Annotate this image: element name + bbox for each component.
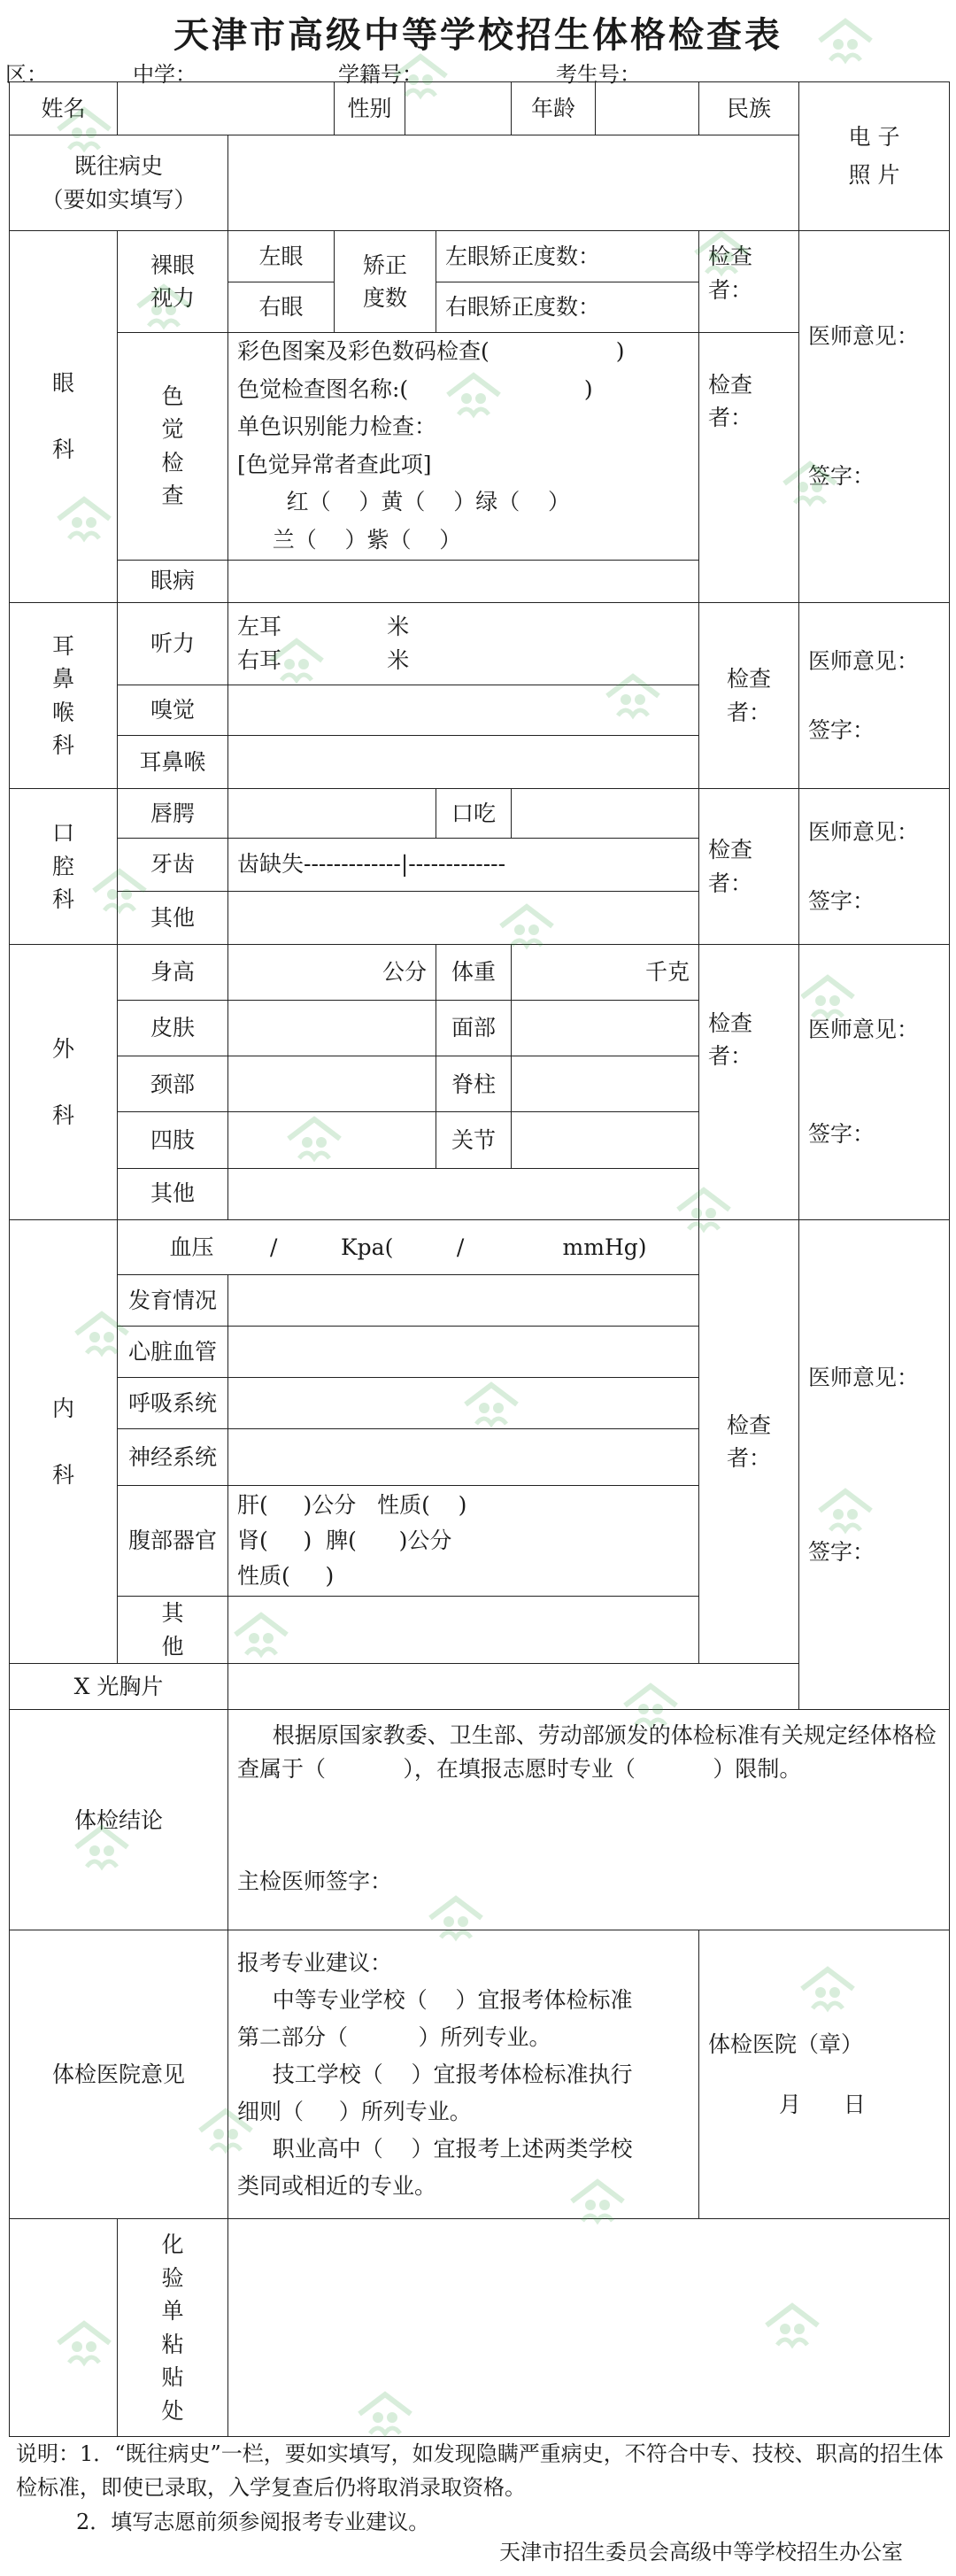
surgery-section-label: 外 科 (10, 944, 118, 1219)
limbs-field[interactable] (228, 1112, 436, 1168)
header-fields (0, 53, 956, 85)
surgery-other-label: 其他 (118, 1168, 228, 1219)
conclusion-label: 体检结论 (10, 1710, 228, 1930)
nervous-label: 神经系统 (118, 1429, 228, 1485)
right-corrected-field[interactable]: 右眼矫正度数： (436, 282, 699, 332)
eye-opinion-label: 医师意见： (808, 323, 920, 350)
naked-vision-label: 裸眼 视力 (118, 231, 228, 332)
color-vision-tests[interactable]: 彩色图案及彩色数码检查( ) 色觉检查图名称:( ) 单色识别能力检查： [色觉异常者查此项] 红（ ）黄（ ）绿（ ） 兰（ ）紫（ ） (228, 332, 699, 560)
lab-sheet-area[interactable] (228, 2219, 950, 2437)
student-id-label: 学籍号： (338, 62, 423, 87)
xray-label: X 光胸片 (10, 1664, 228, 1710)
left-eye-label: 左眼 (228, 231, 335, 282)
cardio-label: 心脏血管 (118, 1327, 228, 1378)
age-label: 年龄 (512, 82, 596, 135)
district-label: 区： (5, 62, 48, 87)
eye-examiner-bottom: 检查者： (699, 332, 799, 602)
surgery-sign-label: 签字： (808, 1120, 875, 1147)
spine-field[interactable] (512, 1056, 699, 1112)
history-field[interactable] (228, 135, 799, 231)
height-unit: 公分 (382, 959, 428, 986)
abdomen-label: 腹部器官 (118, 1485, 228, 1596)
name-field[interactable] (118, 82, 335, 135)
skin-field[interactable] (228, 1001, 436, 1056)
internal-sign-label: 签字： (808, 1539, 875, 1566)
oral-sign-label: 签字： (808, 887, 875, 914)
internal-doctor-opinion (799, 1219, 950, 1710)
eye-doctor-opinion (799, 231, 950, 602)
form-title: 天津市高级中等学校招生体格检查表 (173, 14, 783, 56)
internal-other-field[interactable] (228, 1597, 699, 1664)
note-2: 2．填写志愿前须参阅报考专业建议。 (76, 2509, 430, 2534)
ent-examiner: 检查者： (699, 602, 799, 789)
neck-label: 颈部 (118, 1056, 228, 1112)
face-field[interactable] (512, 1001, 699, 1056)
gender-label: 性别 (335, 82, 405, 135)
blood-pressure-field[interactable]: 血压 / Kpa( / mmHg) (118, 1219, 699, 1274)
abdomen-field[interactable]: 肝( )公分 性质( ) 肾( ) 脾( )公分 性质( ) (228, 1485, 699, 1596)
internal-other-label: 其 他 (118, 1597, 228, 1664)
right-eye-label: 右眼 (228, 282, 335, 332)
hearing-label: 听力 (118, 602, 228, 685)
photo-box[interactable]: 电 子 照 片 (799, 82, 950, 231)
weight-unit: 千克 (645, 959, 690, 986)
conclusion-text: 根据原国家教委、卫生部、劳动部颁发的体检标准有关规定经体格检查属于（ ），在填报志愿时专业（ ）限制。 (237, 1722, 937, 1782)
hospital-opinion-label: 体检医院意见 (10, 1930, 228, 2219)
notes (16, 2437, 945, 2539)
surgery-other-field[interactable] (228, 1168, 699, 1219)
exam-no-label: 考生号： (556, 62, 641, 87)
ethnicity-label: 民族 (699, 82, 799, 135)
eye-sign-label: 签字： (808, 462, 875, 489)
lip-label: 唇腭 (118, 789, 228, 838)
hospital-date: 月 日 (779, 2091, 866, 2117)
hospital-opinion-text[interactable]: 报考专业建议： 中等专业学校（ ）宜报考体检标准 第二部分（ ）所列专业。 技工学校（ ）宜报考体检标准执行 细则（ ）所列专业。 职业高中（ ）宜报考上述两类学校 类同或相近的专业。 (228, 1930, 699, 2219)
smell-field[interactable] (228, 685, 699, 736)
development-label: 发育情况 (118, 1274, 228, 1326)
conclusion-field[interactable] (228, 1710, 950, 1930)
surgery-opinion-label: 医师意见： (808, 1017, 920, 1043)
note-1: 说明：1．“既往病史”一栏，要如实填写，如发现隐瞒严重病史，不符合中专、技校、职高的招生体检标准，即使已录取，入学复查后仍将取消录取资格。 (16, 2441, 944, 2501)
xray-field[interactable] (228, 1664, 799, 1710)
surgery-doctor-opinion (799, 944, 950, 1219)
height-field[interactable] (228, 944, 436, 1000)
oral-doctor-opinion (799, 789, 950, 945)
hospital-seal: 体检医院（章） (708, 2031, 864, 2058)
smell-label: 嗅觉 (118, 685, 228, 736)
age-field[interactable] (596, 82, 699, 135)
stutter-label: 口吃 (436, 789, 512, 838)
stutter-field[interactable] (512, 789, 699, 838)
oral-other-field[interactable] (228, 891, 699, 944)
neck-field[interactable] (228, 1056, 436, 1112)
oral-other-label: 其他 (118, 891, 228, 944)
oral-examiner: 检查者： (699, 789, 799, 945)
joints-field[interactable] (512, 1112, 699, 1168)
joints-label: 关节 (436, 1112, 512, 1168)
height-label: 身高 (118, 944, 228, 1000)
eye-section-label: 眼 科 (10, 231, 118, 602)
ent-sign-label: 签字： (808, 716, 875, 743)
teeth-label: 牙齿 (118, 838, 228, 891)
school-label: 中学： (133, 62, 197, 87)
ent-section-label: 耳 鼻 喉 科 (10, 602, 118, 789)
internal-examiner: 检查者： (699, 1219, 799, 1663)
eye-disease-field[interactable] (228, 560, 699, 602)
lip-field[interactable] (228, 789, 436, 838)
respiratory-field[interactable] (228, 1378, 699, 1429)
corrected-label: 矫正 度数 (335, 231, 436, 332)
face-label: 面部 (436, 1001, 512, 1056)
teeth-missing-field[interactable]: 齿缺失-------------|------------- (228, 838, 699, 891)
spine-label: 脊柱 (436, 1056, 512, 1112)
oral-opinion-label: 医师意见： (808, 819, 920, 846)
ent-doctor-opinion (799, 602, 950, 789)
respiratory-label: 呼吸系统 (118, 1378, 228, 1429)
exam-form-table (9, 81, 950, 2437)
weight-field[interactable] (512, 944, 699, 1000)
hearing-field[interactable] (228, 602, 699, 685)
hospital-seal-box (699, 1930, 950, 2219)
ent-field[interactable] (228, 736, 699, 789)
limbs-label: 四肢 (118, 1112, 228, 1168)
surgery-examiner: 检查者： (699, 944, 799, 1219)
left-corrected-field[interactable]: 左眼矫正度数： (436, 231, 699, 282)
history-label: 既往病史 （要如实填写） (10, 135, 228, 231)
color-vision-label: 色 觉 检 查 (118, 332, 228, 560)
development-field[interactable] (228, 1274, 699, 1326)
ent-opinion-label: 医师意见： (808, 648, 920, 675)
nervous-field[interactable] (228, 1429, 699, 1485)
eye-disease-label: 眼病 (118, 560, 228, 602)
lab-sheet-label: 化 验 单 粘 贴 处 (118, 2219, 228, 2437)
hearing-right: 右耳 米 (237, 646, 410, 673)
cardio-field[interactable] (228, 1327, 699, 1378)
eye-examiner-top: 检查者： (699, 231, 799, 332)
ent-label: 耳鼻喉 (118, 736, 228, 789)
weight-label: 体重 (436, 944, 512, 1000)
name-label: 姓名 (10, 82, 118, 135)
issuer-footer: 天津市招生委员会高级中等学校招生办公室 (499, 2540, 903, 2564)
chief-doctor-sign: 主检医师签字： (237, 1868, 393, 1895)
internal-opinion-label: 医师意见： (808, 1364, 920, 1390)
hearing-left: 左耳 米 (237, 614, 410, 640)
oral-section-label: 口 腔 科 (10, 789, 118, 945)
gender-field[interactable] (405, 82, 512, 135)
skin-label: 皮肤 (118, 1001, 228, 1056)
internal-section-label: 内 科 (10, 1219, 118, 1663)
